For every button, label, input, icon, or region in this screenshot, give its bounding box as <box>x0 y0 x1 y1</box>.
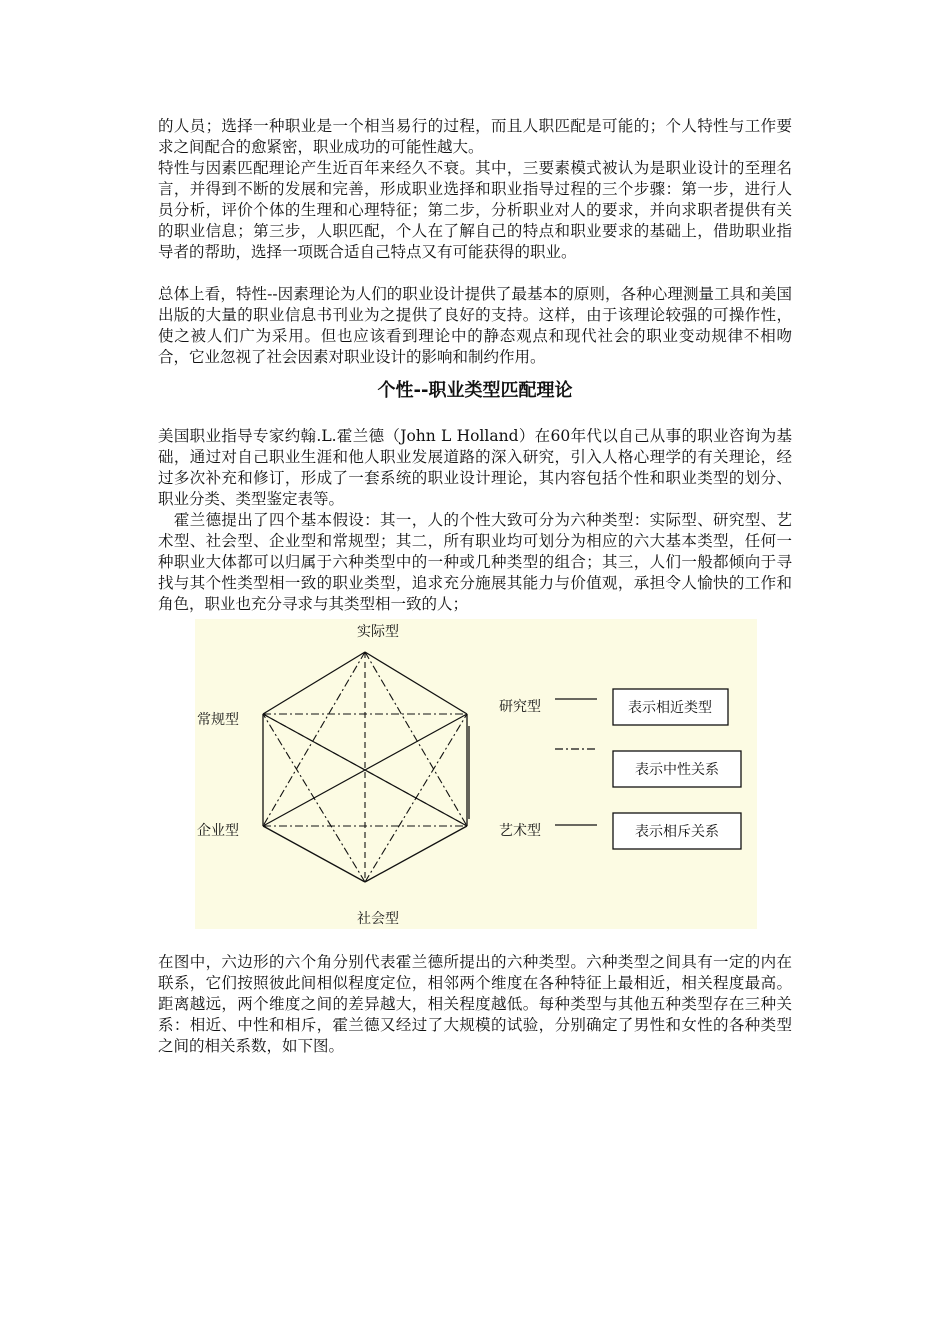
holland-hexagon-figure <box>195 619 757 929</box>
closing-paragraph: 在图中，六边形的六个角分别代表霍兰德所提出的六种类型。六种类型之间具有一定的内在联系，它们按照彼此间相似程度定位，相邻两个维度在各种特征上最相近，相关程度最高。距离越远，两个维度之间的差异越大，相关程度越低。每种类型与其他五种类型存在三种关系：相近、中性和相斥，霍兰德又经过了大规模的试验，分别确定了男性和女性的各种类型之间的相关系数，如下图。 <box>158 953 792 1055</box>
legend-label-similar: 表示相近类型 <box>628 700 712 716</box>
intro-paragraph-1: 的人员；选择一种职业是一个相当易行的过程，而且人职匹配是可能的；个人特性与工作要求之间配合的愈紧密，职业成功的可能性越大。 <box>158 117 792 156</box>
legend-label-neutral: 表示中性关系 <box>635 762 719 778</box>
label-conventional: 常规型 <box>197 712 239 728</box>
intro-paragraph-2: 特性与因素匹配理论产生近百年来经久不衰。其中，三要素模式被认为是职业设计的至理名言，并得到不断的发展和完善，形成职业选择和职业指导过程的三个步骤：第一步，进行人员分析，评价个体的生理和心理特征；第二步，分析职业对人的要求，并向求职者提供有关的职业信息；第三步，人职匹配，个人在了解自己的特点和职业要求的基础上，借助职业指导者的帮助，选择一项既合适自己特点又有可能获得的职业。 <box>158 159 792 261</box>
intro-paragraph-3: 总体上看，特性--因素理论为人们的职业设计提供了最基本的原则，各种心理测量工具和美国出版的大量的职业信息书刊业为之提供了良好的支持。这样，由于该理论较强的可操作性，使之被人们广为采用。但也应该看到理论中的静态观点和现代社会的职业变动规律不相吻合，它业忽视了社会因素对职业设计的影响和制约作用。 <box>158 285 792 366</box>
label-investigative: 研究型 <box>499 699 541 715</box>
hypotheses-paragraph-clip <box>158 510 792 613</box>
section-title: 个性--职业类型匹配理论 <box>377 380 573 401</box>
holland-intro-paragraph: 美国职业指导专家约翰.L.霍兰德（John L Holland）在60年代以自己从事的职业咨询为基础，通过对自己职业生涯和他人职业发展道路的深入研究，引入人格心理学的有关理论，经过多次补充和修订，形成了一套系统的职业设计理论，其内容包括个性和职业类型的划分、职业分类、类型鉴定表等。 <box>158 427 792 508</box>
hypotheses-paragraph: 霍兰德提出了四个基本假设：其一，人的个性大致可分为六种类型：实际型、研究型、艺术型、社会型、企业型和常规型；其二，所有职业均可划分为相应的六大基本类型，任何一种职业大体都可以归属于六种类型中的一种或几种类型的组合；其三，人们一般都倾向于寻找与其个性类型相一致的职业类型，追求充分施展其能力与价值观，承担令人愉快的工作和角色，职业也充分寻求与其类型相一致的人； <box>158 511 792 613</box>
label-social: 社会型 <box>357 911 399 927</box>
label-artistic: 艺术型 <box>499 823 541 839</box>
legend-label-opposite: 表示相斥关系 <box>635 824 719 840</box>
label-enterprising: 企业型 <box>197 823 239 839</box>
hexagon-diagram <box>195 619 757 929</box>
label-realistic: 实际型 <box>357 624 399 640</box>
